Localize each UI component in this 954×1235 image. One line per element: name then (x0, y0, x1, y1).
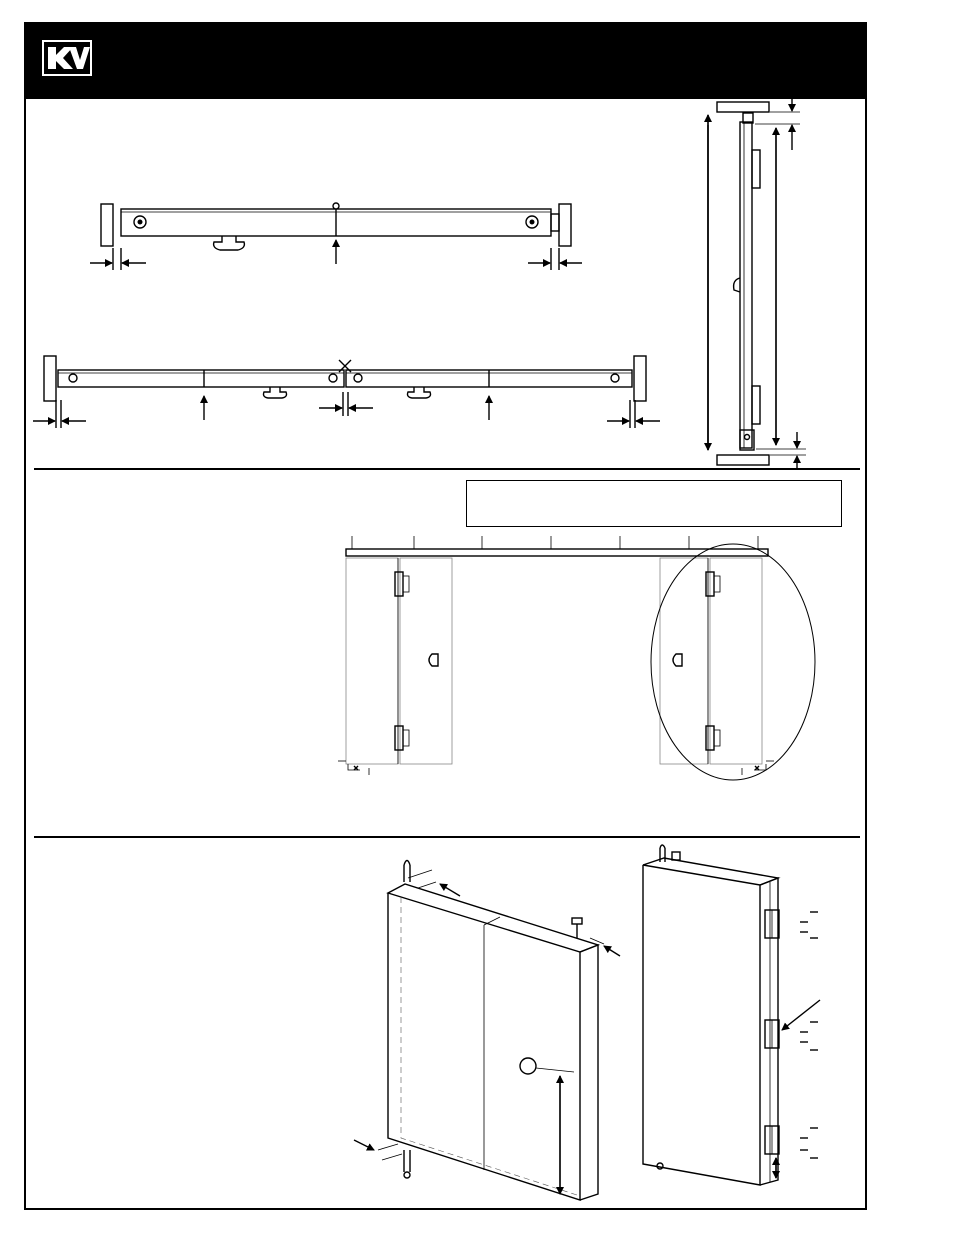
double-track-diagram (33, 356, 660, 428)
door-assembly-front-diagram (354, 861, 620, 1201)
door-height-diagram (708, 94, 806, 468)
door-panel-layout-diagram (338, 536, 815, 780)
door-assembly-side-diagram (643, 845, 820, 1185)
single-track-diagram (90, 203, 582, 270)
